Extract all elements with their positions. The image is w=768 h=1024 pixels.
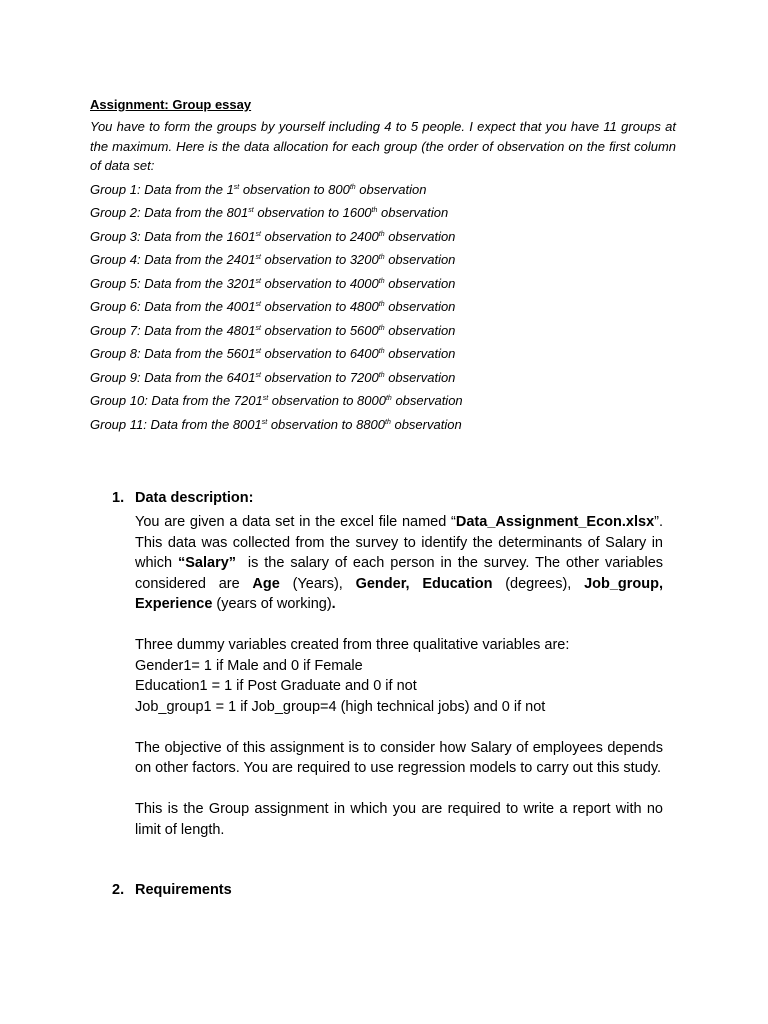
period: . xyxy=(331,596,336,612)
range-text: observation to 5600 xyxy=(260,322,379,338)
section-heading xyxy=(112,880,663,900)
range-text: observation to 8800 xyxy=(267,416,386,432)
ordinal-suffix: st xyxy=(255,230,261,238)
ordinal-suffix: th xyxy=(378,324,385,332)
group-allocation-list xyxy=(90,178,676,437)
ordinal-suffix: th xyxy=(378,301,385,308)
ordinal-suffix: st xyxy=(248,207,254,214)
observation-text: observation xyxy=(384,252,456,267)
paragraph-spacer xyxy=(135,717,663,738)
group-label-text: Group 10: Data from the 7201 xyxy=(90,393,263,408)
ordinal-suffix: st xyxy=(255,301,261,308)
gender-term: Gender, xyxy=(355,575,410,592)
assignment-title: Assignment: Group essay xyxy=(90,97,252,112)
section-data-description xyxy=(112,488,668,840)
group-label-text: Group 9: Data from the 6401 xyxy=(90,369,256,385)
observation-text: observation xyxy=(384,346,456,361)
group-allocation-line xyxy=(90,366,676,390)
section-title: Data description: xyxy=(135,490,254,506)
ordinal-suffix: th xyxy=(385,395,392,402)
range-text: observation to 3200 xyxy=(260,252,379,267)
group-allocation-line xyxy=(90,319,676,343)
group-allocation-line xyxy=(90,295,676,319)
group-allocation-line xyxy=(90,248,676,272)
dummy-education: Education1 = 1 if Post Graduate and 0 if not xyxy=(135,678,417,694)
group-allocation-line xyxy=(90,272,676,296)
group-allocation-line xyxy=(90,413,676,437)
ordinal-suffix: st xyxy=(262,395,269,402)
dummy-variables-intro: Three dummy variables created from three qualitative variables are: xyxy=(135,637,570,653)
ordinal-suffix: th xyxy=(378,348,385,355)
data-description-paragraph xyxy=(135,512,668,615)
group-assignment-note: This is the Group assignment in which you are required to write a report with no limit of length. xyxy=(135,801,663,838)
ordinal-suffix: st xyxy=(233,183,240,191)
group-label-text: Group 2: Data from the 801 xyxy=(90,205,249,220)
observation-text: observation xyxy=(384,275,456,291)
education-term: Education xyxy=(422,575,493,592)
section-title: Requirements xyxy=(135,882,232,898)
job-experience-term: Job_group, Experience xyxy=(135,575,664,612)
intro-paragraph: You have to form the groups by yourself including 4 to 5 people. I expect that you have 11 groups at the maximum. Here is the data allocation for each group (the order of observation on the first column of data set: xyxy=(90,119,676,173)
section-number: 1. xyxy=(112,490,125,506)
text-run: You are given a data set in the excel file named “ xyxy=(135,514,456,530)
group-allocation-line xyxy=(90,389,676,413)
ordinal-suffix: th xyxy=(371,207,378,214)
ordinal-suffix: st xyxy=(261,418,268,426)
group-allocation-line xyxy=(90,178,676,202)
group-label-text: Group 7: Data from the 4801 xyxy=(90,322,256,338)
observation-text: observation xyxy=(384,322,456,338)
range-text: observation to 4000 xyxy=(260,275,379,291)
ordinal-suffix: st xyxy=(255,371,261,379)
section-body xyxy=(135,512,668,840)
section-number: 2. xyxy=(112,882,125,898)
ordinal-suffix: th xyxy=(378,371,385,379)
text-run: ”. This data was collected from the survey to identify the determinants of Salary in which xyxy=(135,514,663,571)
group-label-text: Group 4: Data from the 2401 xyxy=(90,252,256,267)
group-label-text: Group 8: Data from the 5601 xyxy=(90,346,256,361)
dummy-gender: Gender1= 1 if Male and 0 if Female xyxy=(135,657,363,674)
section-requirements xyxy=(112,880,663,900)
text-run: (Years), xyxy=(279,575,356,592)
ordinal-suffix: th xyxy=(378,230,385,238)
salary-term: “Salary” xyxy=(178,555,237,571)
observation-text: observation xyxy=(355,181,427,197)
group-label-text: Group 5: Data from the 3201 xyxy=(90,275,256,291)
text-run xyxy=(410,576,423,592)
observation-text: observation xyxy=(384,299,456,314)
paragraph-spacer xyxy=(135,779,663,800)
ordinal-suffix: st xyxy=(255,348,261,355)
range-text: observation to 4800 xyxy=(260,299,379,314)
ordinal-suffix: st xyxy=(255,277,261,285)
objective-paragraph: The objective of this assignment is to consider how Salary of employees depends on other factors. You are required to use regression models to carry out this study. xyxy=(135,739,663,776)
range-text: observation to 8000 xyxy=(268,393,386,408)
paragraph-spacer xyxy=(135,615,663,636)
observation-text: observation xyxy=(390,416,462,432)
text-run: (degrees), xyxy=(492,575,585,592)
observation-text: observation xyxy=(377,205,449,220)
group-allocation-line xyxy=(90,342,676,366)
range-text: observation to 800 xyxy=(239,181,350,197)
file-name: Data_Assignment_Econ.xlsx xyxy=(455,514,655,530)
group-allocation-line xyxy=(90,225,676,249)
observation-text: observation xyxy=(391,393,463,408)
ordinal-suffix: th xyxy=(385,418,391,426)
range-text: observation to 7200 xyxy=(260,369,379,385)
ordinal-suffix: st xyxy=(255,324,261,332)
range-text: observation to 6400 xyxy=(260,346,379,361)
ordinal-suffix: th xyxy=(349,183,356,191)
age-term: Age xyxy=(252,575,280,592)
ordinal-suffix: st xyxy=(255,254,261,261)
text-run: (years of working) xyxy=(212,596,332,612)
section-heading xyxy=(112,488,663,508)
group-label-text: Group 1: Data from the 1 xyxy=(90,181,234,197)
dummy-job-group: Job_group1 = 1 if Job_group=4 (high technical jobs) and 0 if not xyxy=(135,698,546,715)
ordinal-suffix: th xyxy=(378,254,385,261)
group-label-text: Group 6: Data from the 4001 xyxy=(90,299,256,314)
range-text: observation to 1600 xyxy=(253,205,372,220)
group-label-text: Group 3: Data from the 1601 xyxy=(90,228,256,244)
text-run: is the salary of each person in the survey. The other variables considered are xyxy=(135,555,668,592)
observation-text: observation xyxy=(384,228,456,244)
group-allocation-line xyxy=(90,201,676,225)
ordinal-suffix: th xyxy=(378,277,385,285)
assignment-header-block xyxy=(90,96,676,436)
group-label-text: Group 11: Data from the 8001 xyxy=(90,416,262,432)
observation-text: observation xyxy=(384,369,456,385)
range-text: observation to 2400 xyxy=(260,228,379,244)
